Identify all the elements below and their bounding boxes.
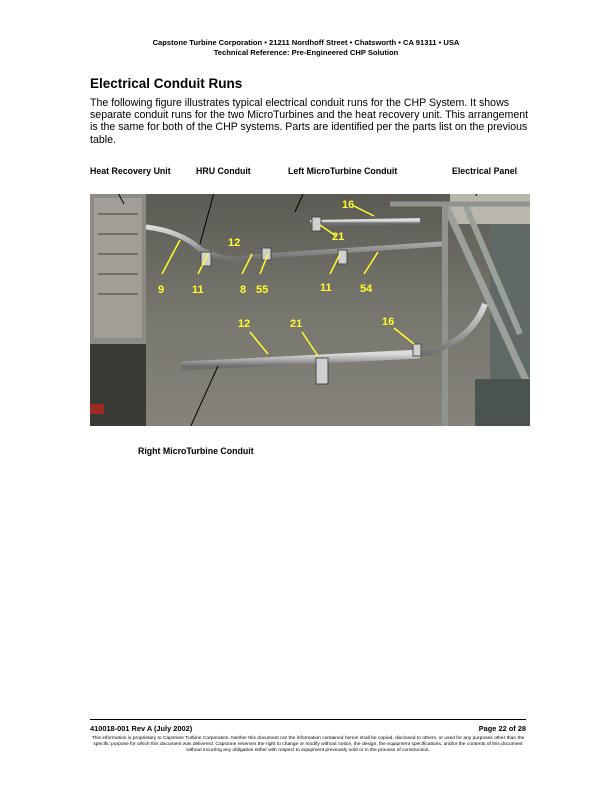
footer-page-number: Page 22 of 28 — [478, 724, 526, 733]
section-body: The following figure illustrates typical electrical conduit runs for the CHP System. It shows separate conduit runs for the two MicroTurbines and the heat recovery unit. This arrangement is the same for both of the CHP systems. Parts are identified per the parts list on the previous table. — [90, 97, 529, 146]
callout-label: 12 — [228, 237, 241, 249]
footer-proprietary-notice: This information is proprietary to Capstone Turbine Corporation. Neither this document nor the information contained herein shall be copied, disclosed to others, or used for any purposes other than the specific purpose for which this document was delivered. Capstone reserves the right to change or modify without notice, the design, the equipment specifications, and/or the contents of this document without incurring any obligation either with respect to equipment previously sold or in the process of construction. — [91, 736, 525, 754]
header-company-line: Capstone Turbine Corporation • 21211 Nordhoff Street • Chatsworth • CA 91311 • USA — [152, 38, 460, 47]
callout-label: 9 — [158, 284, 165, 296]
callout-label: 11 — [192, 284, 204, 296]
footer-doc-id: 410018-001 Rev A (July 2002) — [90, 724, 193, 733]
section-title: Electrical Conduit Runs — [90, 76, 243, 91]
caption-hru-conduit: HRU Conduit — [196, 166, 251, 176]
caption-heat-recovery-unit: Heat Recovery Unit — [90, 166, 171, 176]
callout-label: 8 — [240, 284, 247, 296]
callout-label: 16 — [382, 316, 395, 328]
callout-label: 11 — [320, 282, 332, 294]
callout-label: 12 — [238, 318, 251, 330]
caption-left-microturbine-conduit: Left MicroTurbine Conduit — [288, 166, 398, 176]
header-doc-title: Technical Reference: Pre-Engineered CHP Solution — [213, 48, 399, 57]
callout-label: 16 — [342, 199, 355, 211]
conduit-photo — [90, 194, 530, 426]
footer-divider — [90, 719, 526, 720]
caption-right-microturbine-conduit: Right MicroTurbine Conduit — [138, 446, 254, 456]
callout-label: 21 — [290, 318, 303, 330]
callout-label: 55 — [256, 284, 269, 296]
callout-label: 21 — [332, 231, 345, 243]
callout-label: 54 — [360, 283, 373, 295]
caption-electrical-panel: Electrical Panel — [452, 166, 518, 176]
